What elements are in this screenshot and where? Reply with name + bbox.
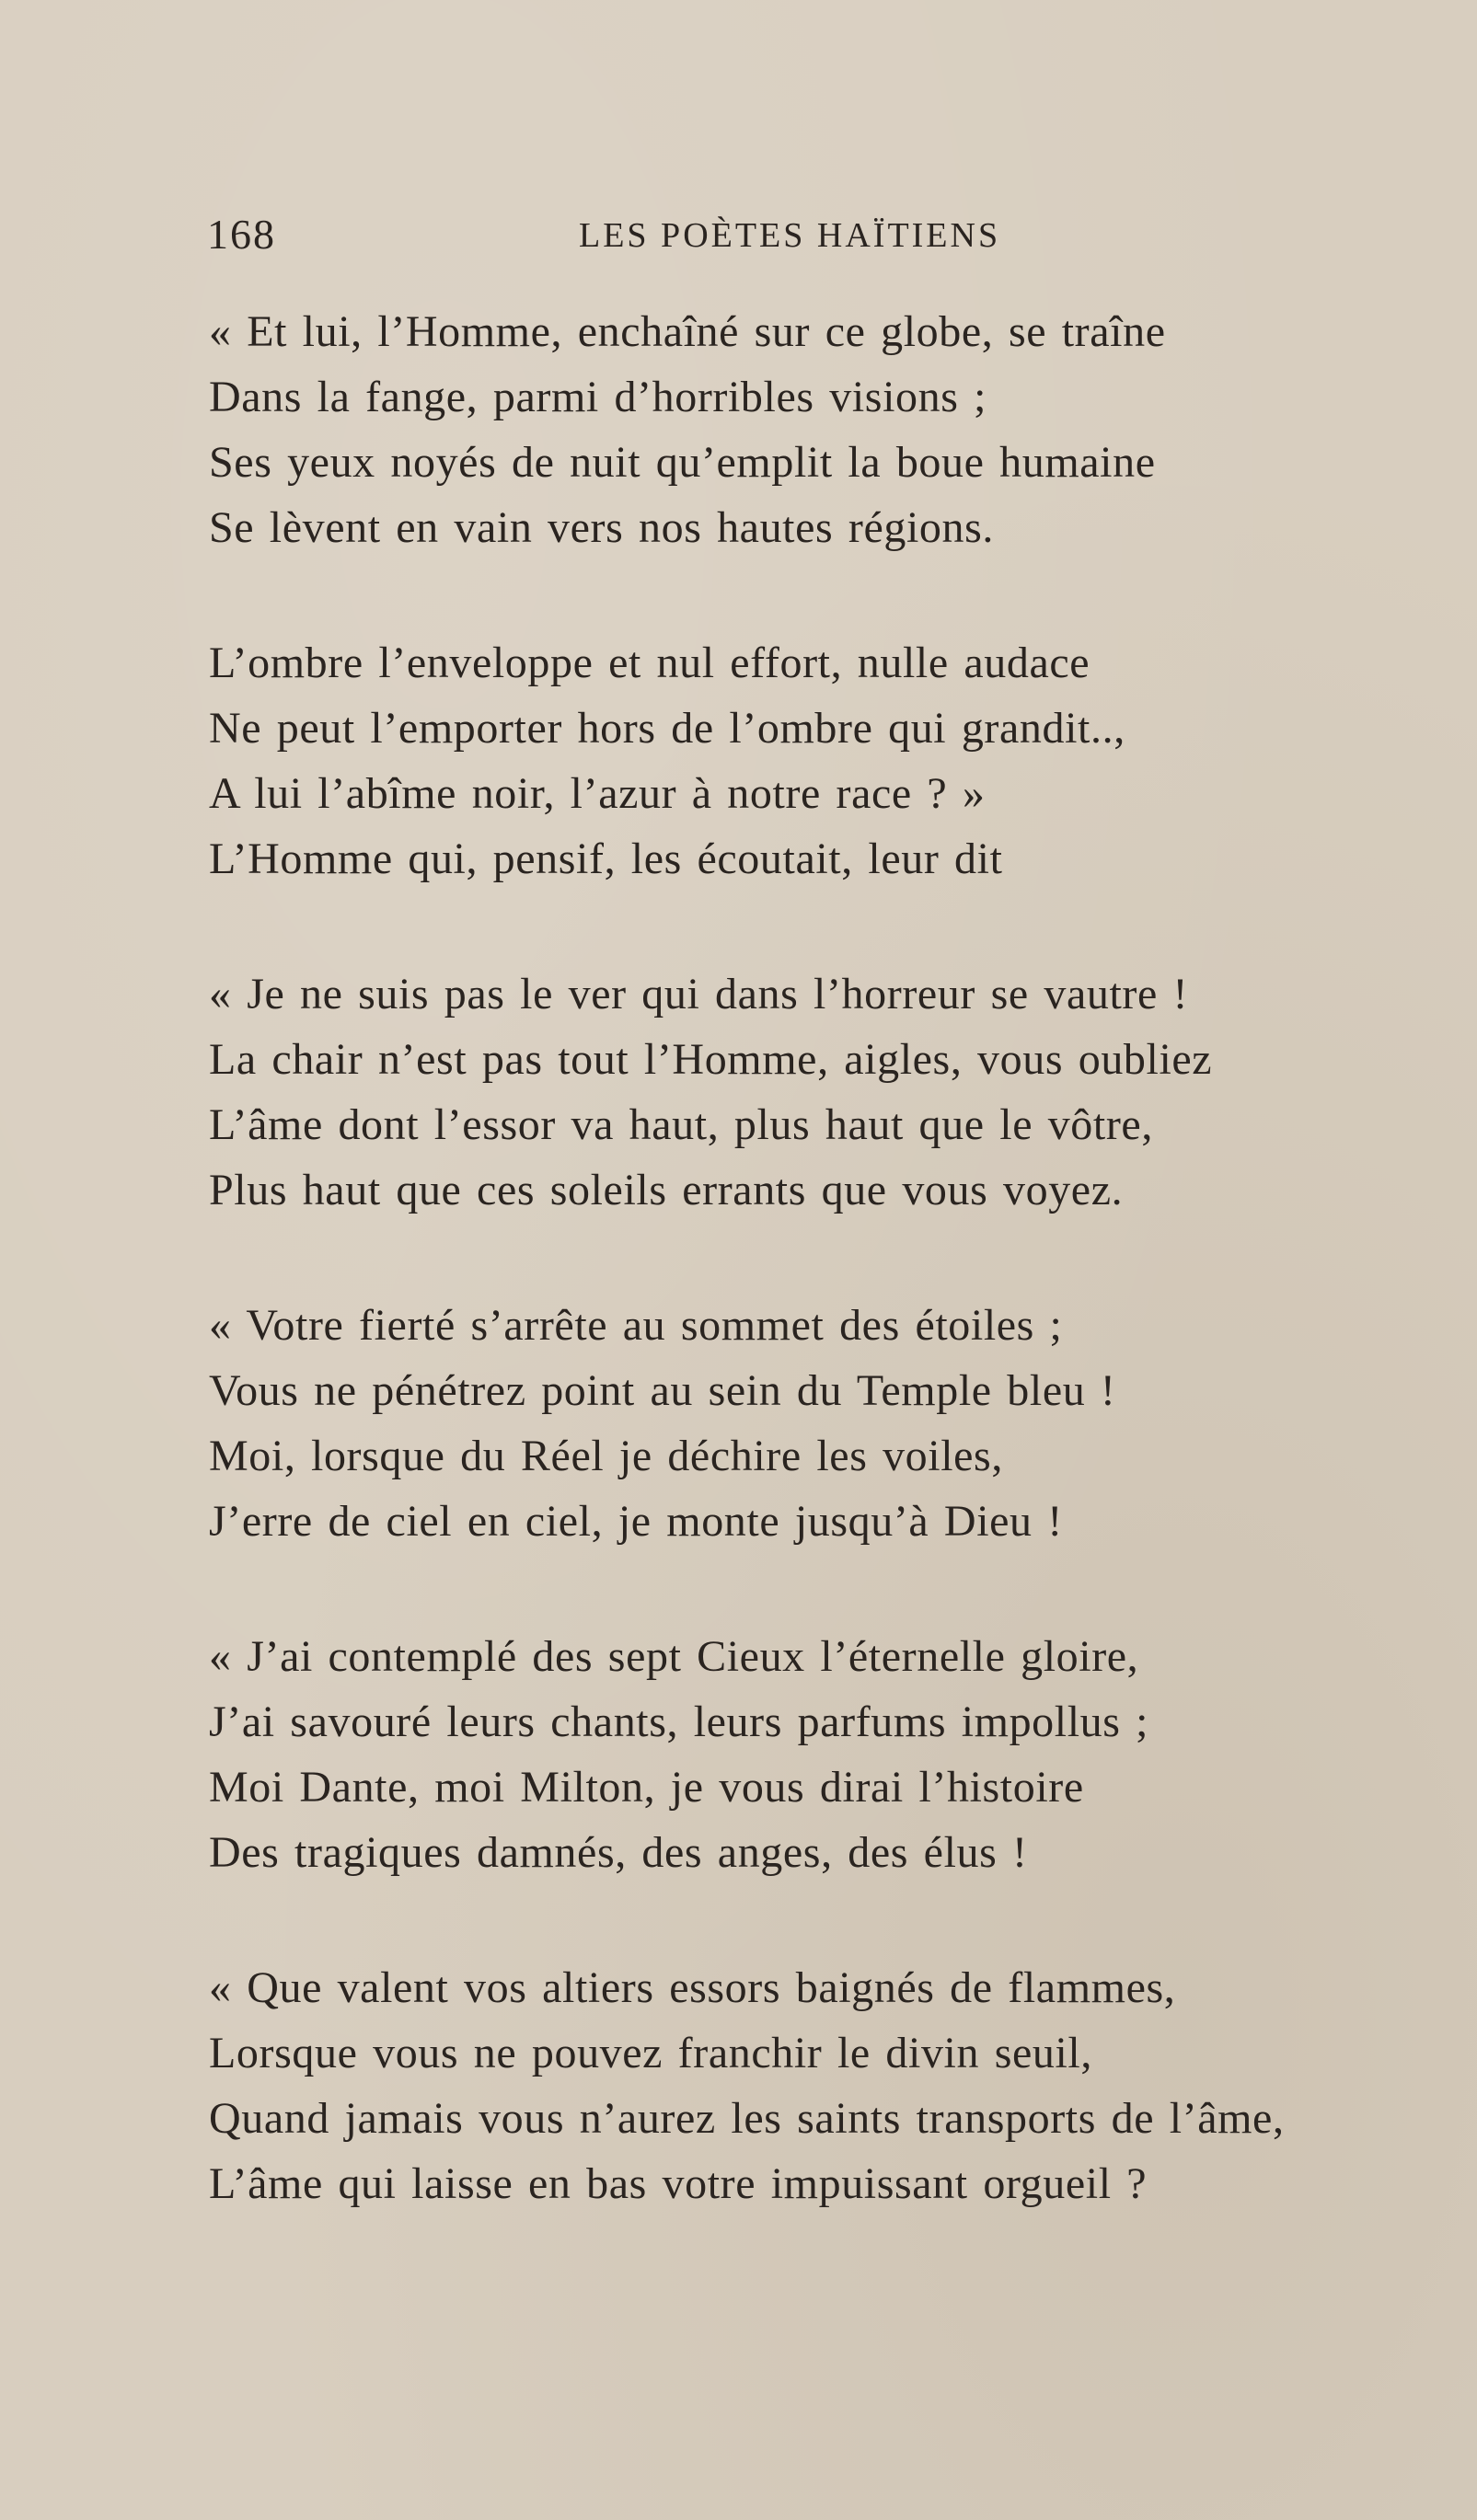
verse-line: « Et lui, l’Homme, enchaîné sur ce globe, se traîne (209, 307, 1166, 356)
running-head (207, 210, 1311, 265)
poem (209, 299, 1405, 2286)
verse-line: Ses yeux noyés de nuit qu’emplit la boue humaine (209, 438, 1156, 487)
verse-line: La chair n’est pas tout l’Homme, aigles, vous oubliez (209, 1035, 1213, 1084)
stanza (209, 1293, 1405, 1554)
verse-line: Ne peut l’emporter hors de l’ombre qui grandit.., (209, 704, 1125, 753)
verse-line: Moi Dante, moi Milton, je vous dirai l’histoire (209, 1763, 1084, 1812)
verse-line: L’Homme qui, pensif, les écoutait, leur dit (209, 834, 1003, 883)
verse-line: « J’ai contemplé des sept Cieux l’éternelle gloire, (209, 1632, 1139, 1681)
verse-line: « Votre fierté s’arrête au sommet des étoiles ; (209, 1301, 1063, 1350)
verse-line: « Je ne suis pas le ver qui dans l’horreur se vautre ! (209, 970, 1189, 1018)
verse-line: Se lèvent en vain vers nos hautes régions. (209, 503, 995, 552)
verse-line: Vous ne pénétrez point au sein du Temple bleu ! (209, 1366, 1116, 1415)
verse-line: Lorsque vous ne pouvez franchir le divin seuil, (209, 2029, 1092, 2077)
stanza (209, 299, 1405, 560)
stanza (209, 1955, 1405, 2216)
verse-line: L’âme dont l’essor va haut, plus haut que le vôtre, (209, 1100, 1153, 1149)
verse-line: « Que valent vos altiers essors baignés de flammes, (209, 1963, 1176, 2012)
verse-line: Plus haut que ces soleils errants que vous voyez. (209, 1166, 1124, 1214)
verse-line: J’ai savouré leurs chants, leurs parfums impollus ; (209, 1697, 1149, 1746)
stanza (209, 961, 1405, 1223)
running-title: LES POÈTES HAÏTIENS (579, 216, 1001, 255)
verse-line: Quand jamais vous n’aurez les saints transports de l’âme, (209, 2094, 1285, 2143)
page-number: 168 (207, 211, 276, 258)
stanza (209, 1624, 1405, 1885)
verse-line: Moi, lorsque du Réel je déchire les voiles, (209, 1432, 1003, 1480)
verse-line: Des tragiques damnés, des anges, des élus ! (209, 1828, 1028, 1877)
verse-line: A lui l’abîme noir, l’azur à notre race ? » (209, 769, 986, 818)
verse-line: L’ombre l’enveloppe et nul effort, nulle audace (209, 639, 1090, 687)
verse-line: Dans la fange, parmi d’horribles visions ; (209, 373, 987, 421)
stanza (209, 630, 1405, 892)
verse-line: J’erre de ciel en ciel, je monte jusqu’à Dieu ! (209, 1497, 1063, 1546)
verse-line: L’âme qui laisse en bas votre impuissant orgueil ? (209, 2159, 1148, 2208)
